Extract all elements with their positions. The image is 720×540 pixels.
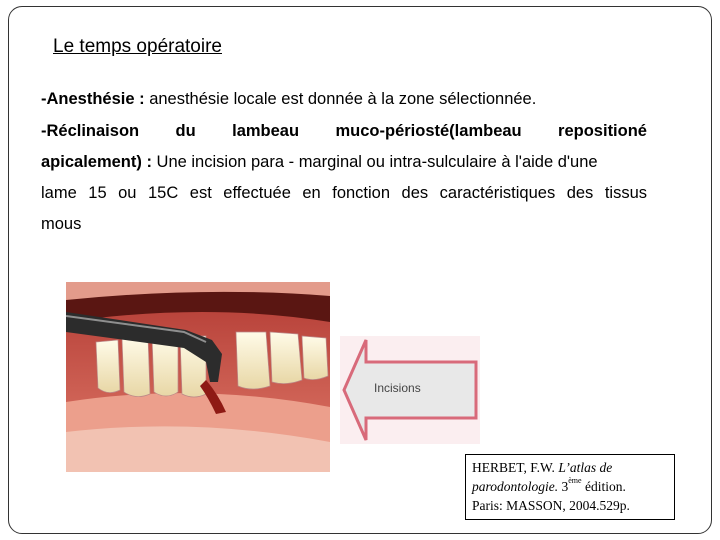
reclinaison-word: effectuée bbox=[223, 184, 291, 202]
citation-edition-number: 3 bbox=[558, 479, 569, 494]
incisions-label: Incisions bbox=[374, 381, 421, 395]
reclinaison-paragraph bbox=[41, 116, 647, 240]
clinical-photo bbox=[66, 282, 330, 472]
citation-edition-rest: édition. bbox=[581, 479, 626, 494]
anesthesia-paragraph bbox=[41, 84, 647, 115]
reclinaison-line-3 bbox=[41, 178, 647, 209]
slide-title: Le temps opératoire bbox=[53, 36, 222, 57]
reclinaison-word: des bbox=[401, 184, 429, 202]
reclinaison-text: Une incision para - marginal ou intra-sulculaire à l'aide d'une bbox=[151, 153, 598, 171]
citation-box bbox=[465, 454, 675, 520]
citation-publisher: Paris: MASSON, 2004.529p. bbox=[472, 498, 630, 513]
reclinaison-word: lambeau bbox=[232, 122, 300, 140]
reclinaison-word: tissus bbox=[604, 184, 647, 202]
reclinaison-label-end: apicalement) : bbox=[41, 153, 152, 171]
reclinaison-word: ou bbox=[118, 184, 137, 202]
citation-edition-sup: ème bbox=[568, 476, 582, 485]
reclinaison-line-2 bbox=[41, 147, 647, 178]
reclinaison-word: fonction bbox=[332, 184, 391, 202]
reclinaison-word: repositioné bbox=[558, 122, 647, 140]
citation-author: HERBET, F.W. bbox=[472, 460, 559, 475]
reclinaison-word: mous bbox=[41, 215, 82, 233]
reclinaison-word: des bbox=[566, 184, 594, 202]
reclinaison-word: muco-périosté(lambeau bbox=[335, 122, 522, 140]
reclinaison-word: en bbox=[302, 184, 321, 202]
reclinaison-word: est bbox=[189, 184, 212, 202]
reclinaison-word: lame bbox=[41, 184, 77, 202]
reclinaison-word: 15 bbox=[88, 184, 107, 202]
incisions-figure bbox=[340, 336, 480, 444]
reclinaison-word: caractéristiques bbox=[439, 184, 556, 202]
reclinaison-line-1 bbox=[41, 116, 647, 147]
clinical-photo-illustration bbox=[66, 282, 330, 472]
citation-title: L’atlas de parodontologie. bbox=[472, 460, 613, 494]
anesthesia-text: anesthésie locale est donnée à la zone sélectionnée. bbox=[144, 90, 537, 108]
reclinaison-word: du bbox=[175, 122, 196, 140]
reclinaison-word: -Réclinaison bbox=[41, 122, 140, 140]
anesthesia-label: -Anesthésie : bbox=[41, 90, 145, 108]
reclinaison-word: 15C bbox=[147, 184, 179, 202]
reclinaison-line-4 bbox=[41, 209, 647, 240]
